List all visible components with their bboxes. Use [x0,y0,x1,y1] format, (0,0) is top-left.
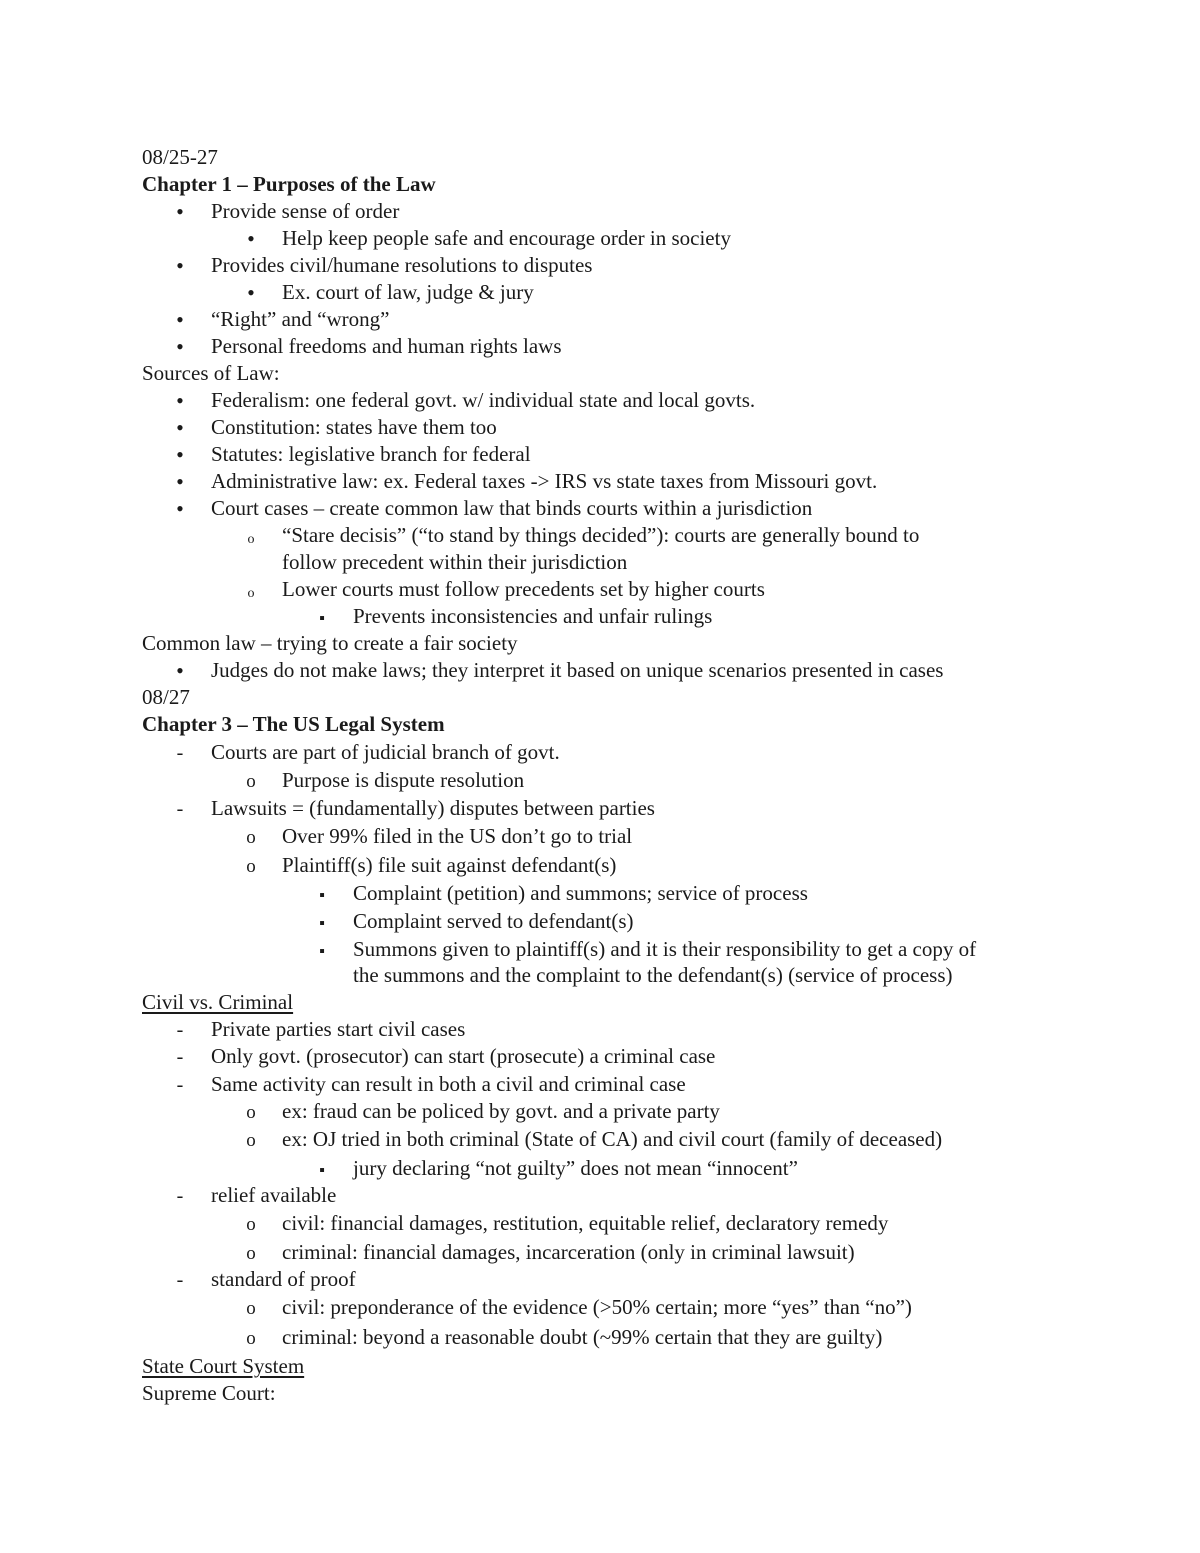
list-item: Prevents inconsistencies and unfair rulings [353,604,713,628]
circle-bullet-icon [244,1126,258,1153]
date-heading: 08/27 [142,685,190,709]
list-item: Plaintiff(s) file suit against defendant(s) [282,853,617,877]
circle-bullet-icon [244,523,258,550]
bullet-icon [173,441,187,468]
list-item: Over 99% filed in the US don’t go to trial [282,824,633,848]
list-item: Federalism: one federal govt. w/ individual state and local govts. [211,388,756,412]
square-bullet-icon [315,908,329,935]
list-item: Lower courts must follow precedents set by higher courts [282,577,765,601]
circle-bullet-icon [244,1324,258,1351]
list-item: Summons given to plaintiff(s) and it is their responsibility to get a copy of [353,937,977,961]
list-item-continuation: follow precedent within their jurisdiction [282,550,628,574]
list-item: Ex. court of law, judge & jury [282,280,534,304]
list-item: Courts are part of judicial branch of govt. [211,740,560,764]
circle-bullet-icon [244,1239,258,1266]
bullet-icon [173,414,187,441]
list-item: civil: preponderance of the evidence (>50% certain; more “yes” than “no”) [282,1295,912,1319]
bullet-icon [244,225,258,252]
list-item: criminal: financial damages, incarceration (only in criminal lawsuit) [282,1240,855,1264]
bullet-icon [173,387,187,414]
square-bullet-icon [315,936,329,963]
date-heading: 08/25-27 [142,145,218,169]
list-item: Help keep people safe and encourage order in society [282,226,731,250]
state-court-heading: State Court System [142,1354,305,1378]
bullet-icon [244,279,258,306]
dash-bullet-icon [173,795,187,822]
list-item: Judges do not make laws; they interpret it based on unique scenarios presented in cases [211,658,944,682]
list-item: “Stare decisis” (“to stand by things decided”): courts are generally bound to [282,523,920,547]
list-item: Provides civil/humane resolutions to disputes [211,253,593,277]
list-item: Lawsuits = (fundamentally) disputes between parties [211,796,655,820]
bullet-icon [173,468,187,495]
list-item: Same activity can result in both a civil and criminal case [211,1072,686,1096]
list-item: “Right” and “wrong” [211,307,390,331]
list-item: relief available [211,1183,337,1207]
square-bullet-icon [315,880,329,907]
circle-bullet-icon [244,577,258,604]
chapter-1-title: Chapter 1 – Purposes of the Law [142,172,436,196]
supreme-court-label: Supreme Court: [142,1381,276,1405]
square-bullet-icon [315,1155,329,1182]
list-item: Constitution: states have them too [211,415,497,439]
list-item: criminal: beyond a reasonable doubt (~99% certain that they are guilty) [282,1325,883,1349]
circle-bullet-icon [244,823,258,850]
list-item: Complaint served to defendant(s) [353,909,634,933]
sources-heading: Sources of Law: [142,361,280,385]
bullet-icon [173,306,187,333]
list-item: Private parties start civil cases [211,1017,466,1041]
dash-bullet-icon [173,1016,187,1043]
list-item: Only govt. (prosecutor) can start (prosecute) a criminal case [211,1044,716,1068]
circle-bullet-icon [244,1098,258,1125]
circle-bullet-icon [244,1210,258,1237]
dash-bullet-icon [173,1043,187,1070]
list-item: Administrative law: ex. Federal taxes -> IRS vs state taxes from Missouri govt. [211,469,878,493]
circle-bullet-icon [244,1294,258,1321]
list-item: ex: fraud can be policed by govt. and a private party [282,1099,720,1123]
list-item: Statutes: legislative branch for federal [211,442,531,466]
list-item-continuation: the summons and the complaint to the defendant(s) (service of process) [353,963,953,987]
list-item: Court cases – create common law that binds courts within a jurisdiction [211,496,813,520]
circle-bullet-icon [244,852,258,879]
list-item: ex: OJ tried in both criminal (State of CA) and civil court (family of deceased) [282,1127,943,1151]
list-item: standard of proof [211,1267,356,1291]
civil-vs-criminal-heading: Civil vs. Criminal [142,990,294,1014]
chapter-3-title: Chapter 3 – The US Legal System [142,712,445,736]
bullet-icon [173,252,187,279]
bullet-icon [173,333,187,360]
dash-bullet-icon [173,1071,187,1098]
dash-bullet-icon [173,739,187,766]
list-item: Purpose is dispute resolution [282,768,525,792]
circle-bullet-icon [244,767,258,794]
bullet-icon [173,198,187,225]
list-item: Provide sense of order [211,199,400,223]
bullet-icon [173,495,187,522]
list-item: jury declaring “not guilty” does not mean “innocent” [353,1156,798,1180]
square-bullet-icon [315,603,329,630]
dash-bullet-icon [173,1266,187,1293]
dash-bullet-icon [173,1182,187,1209]
list-item: Complaint (petition) and summons; service of process [353,881,808,905]
bullet-icon [173,657,187,684]
list-item: Personal freedoms and human rights laws [211,334,562,358]
common-law-heading: Common law – trying to create a fair society [142,631,518,655]
list-item: civil: financial damages, restitution, equitable relief, declaratory remedy [282,1211,889,1235]
